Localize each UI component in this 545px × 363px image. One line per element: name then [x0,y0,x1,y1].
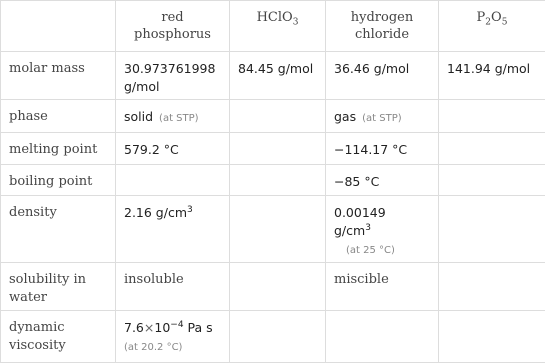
molar-mass-hydrogen-chloride: 36.46 g/mol [326,52,439,100]
column-header-red-phosphorus: red phosphorus [116,1,230,52]
density-p2o5 [439,196,545,263]
table-row [1,52,545,100]
melting-point-hclo3 [230,133,326,165]
column-header-p2o5: $P_2O_5$ [439,1,545,52]
solubility-red-phosphorus: insoluble [116,263,230,311]
row-label-density: density [1,196,116,263]
row-label-solubility-in-water: solubility in water [1,263,116,311]
row-label-dynamic-viscosity: dynamic viscosity [1,311,116,363]
melting-point-red-phosphorus: 579.2 °C [116,133,230,165]
condition-note: (at 20.2 °C) [124,339,221,357]
table-row [1,133,545,165]
condition-note: (at 25 °C) [346,242,430,260]
solubility-p2o5 [439,263,545,311]
table-row [1,311,545,363]
corner-cell [1,1,116,52]
table-row [1,165,545,196]
row-label-molar-mass: molar mass [1,52,116,100]
viscosity-hclo3 [230,311,326,363]
row-label-boiling-point: boiling point [1,165,116,196]
melting-point-hydrogen-chloride: −114.17 °C [326,133,439,165]
molar-mass-hclo3: 84.45 g/mol [230,52,326,100]
melting-point-p2o5 [439,133,545,165]
molar-mass-red-phosphorus: 30.973761998 g/mol [116,52,230,100]
density-hydrogen-chloride: 0.00149 $g/cm^3$ (at 25 °C) [326,196,439,263]
phase-hydrogen-chloride: gas (at STP) [326,100,439,133]
boiling-point-hydrogen-chloride: −85 °C [326,165,439,196]
condition-note: (at STP) [362,113,402,124]
boiling-point-red-phosphorus [116,165,230,196]
phase-hclo3 [230,100,326,133]
column-header-hydrogen-chloride: hydrogen chloride [326,1,439,52]
row-label-melting-point: melting point [1,133,116,165]
boiling-point-p2o5 [439,165,545,196]
density-red-phosphorus: 2.16 $g/cm^3$ [116,196,230,263]
viscosity-hydrogen-chloride [326,311,439,363]
density-hclo3 [230,196,326,263]
table-row [1,263,545,311]
header-row [1,1,545,52]
solubility-hydrogen-chloride: miscible [326,263,439,311]
column-header-hclo3: HClO$_3$ [230,1,326,52]
phase-p2o5 [439,100,545,133]
table-row [1,196,545,263]
molar-mass-p2o5: 141.94 g/mol [439,52,545,100]
condition-note: (at STP) [159,113,199,124]
viscosity-p2o5 [439,311,545,363]
boiling-point-hclo3 [230,165,326,196]
phase-red-phosphorus: solid (at STP) [116,100,230,133]
table-row [1,100,545,133]
solubility-hclo3 [230,263,326,311]
viscosity-red-phosphorus: $7.6\times 10^{-4}$ Pa s (at 20.2 °C) [116,311,230,363]
row-label-phase: phase [1,100,116,133]
